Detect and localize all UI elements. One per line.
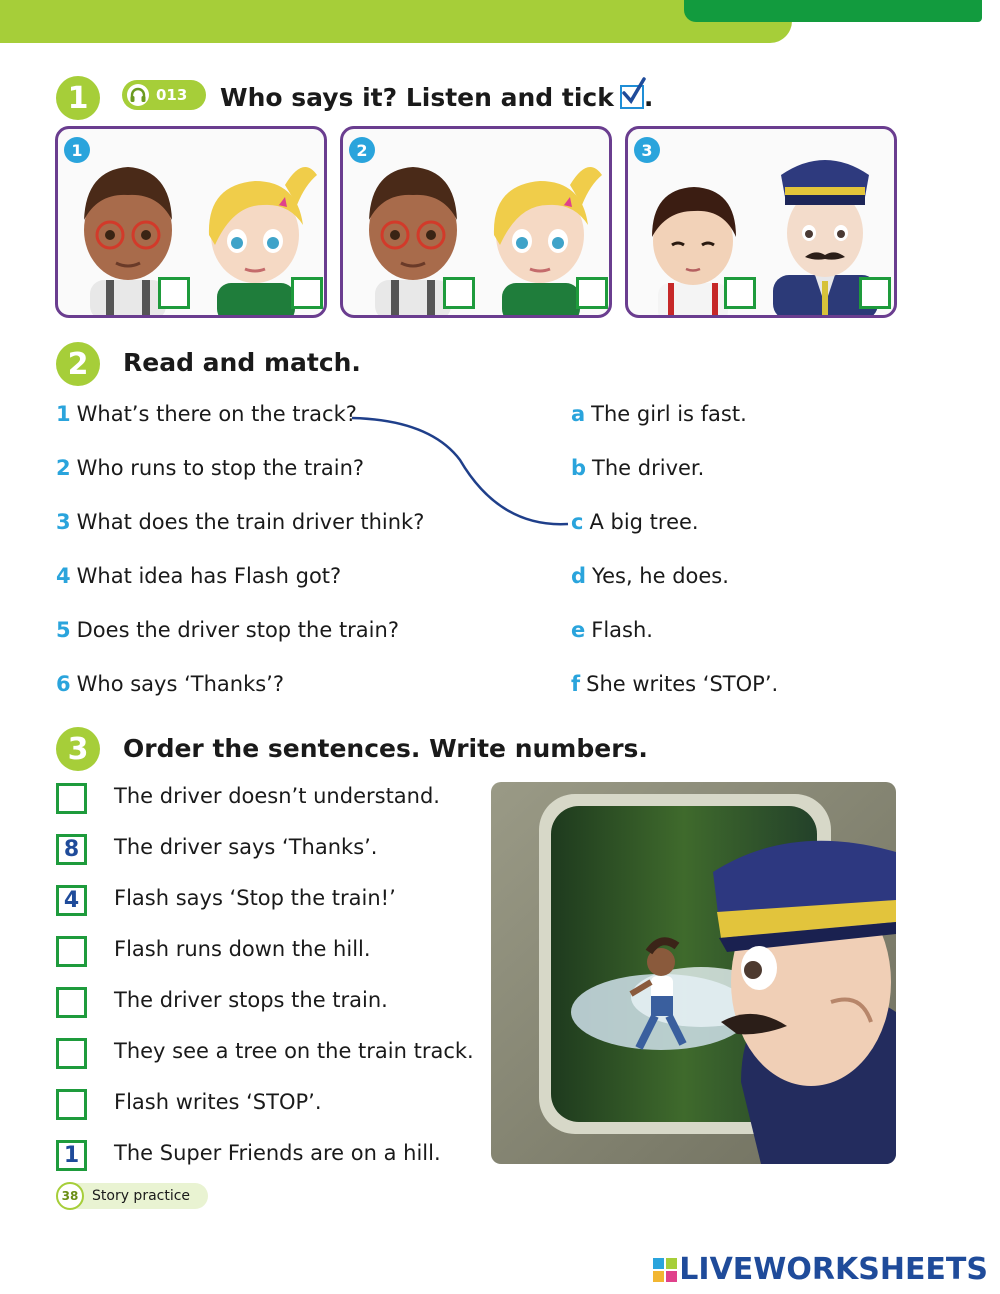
question-text: What’s there on the track? [76,402,357,426]
section-label: Story practice [92,1188,191,1204]
exercise-2-title: Read and match. [123,348,361,377]
answer-text: The driver. [592,456,705,480]
tick-box-icon [620,85,644,109]
answer-text: Flash. [591,618,653,642]
picture-number: 2 [349,137,375,163]
story-illustration [491,782,896,1164]
question-row[interactable] [56,402,357,426]
answer-letter: b [571,456,587,480]
answer-letter: a [571,402,586,426]
question-row[interactable] [56,456,364,480]
answer-row[interactable] [571,564,729,588]
question-row[interactable] [56,618,399,642]
tick-checkbox[interactable] [158,277,190,309]
question-text: Does the driver stop the train? [76,618,399,642]
brand-name: LIVEWORKSHEETS [679,1252,988,1287]
question-text: Who runs to stop the train? [76,456,365,480]
answer-text: A big tree. [589,510,699,534]
question-text: What does the train driver think? [76,510,425,534]
order-sentence: Flash says ‘Stop the train!’ [114,886,396,910]
answer-row[interactable] [571,510,699,534]
picture-2 [340,126,612,318]
audio-track-badge[interactable] [122,80,206,110]
answer-row[interactable] [571,618,653,642]
liveworksheets-brand[interactable] [653,1252,988,1287]
question-text: What idea has Flash got? [76,564,342,588]
answer-row[interactable] [571,456,704,480]
order-sentence: The Super Friends are on a hill. [114,1141,441,1165]
exercise-3-title: Order the sentences. Write numbers. [123,734,648,763]
picture-number: 1 [64,137,90,163]
audio-track-number: 013 [156,86,188,104]
order-number-box[interactable]: 1 [56,1140,87,1171]
answer-text: The girl is fast. [591,402,747,426]
tick-checkbox[interactable] [724,277,756,309]
order-number-box[interactable]: 8 [56,834,87,865]
question-number: 3 [56,510,71,534]
answer-row[interactable] [571,402,747,426]
picture-number: 3 [634,137,660,163]
tick-checkbox[interactable] [291,277,323,309]
answer-text: She writes ‘STOP’. [586,672,779,696]
page-number: 38 [56,1182,84,1210]
tick-checkbox[interactable] [443,277,475,309]
order-number-box[interactable] [56,1038,87,1069]
question-number: 4 [56,564,71,588]
liveworksheets-logo-icon [653,1258,677,1282]
question-number: 6 [56,672,71,696]
order-number-box[interactable] [56,936,87,967]
question-row[interactable] [56,672,284,696]
exercise-3-number: 3 [56,727,100,771]
order-sentence: They see a tree on the train track. [114,1039,474,1063]
question-number: 1 [56,402,71,426]
exercise-1-number: 1 [56,76,100,120]
answer-letter: f [571,672,581,696]
header-accent [684,0,982,22]
exercise-2-number: 2 [56,342,100,386]
order-sentence: The driver says ‘Thanks’. [114,835,378,859]
question-number: 2 [56,456,71,480]
order-sentence: Flash runs down the hill. [114,937,371,961]
question-text: Who says ‘Thanks’? [76,672,284,696]
order-sentence: Flash writes ‘STOP’. [114,1090,322,1114]
picture-3 [625,126,897,318]
exercise-1-title [220,83,653,112]
order-number-box[interactable] [56,1089,87,1120]
exercise-1-title-text: Who says it? Listen and tick [220,83,614,112]
tick-checkbox[interactable] [576,277,608,309]
order-number-box[interactable] [56,783,87,814]
answer-text: Yes, he does. [592,564,729,588]
question-number: 5 [56,618,71,642]
question-row[interactable] [56,564,341,588]
order-number-box[interactable]: 4 [56,885,87,916]
header-band [0,0,792,43]
answer-letter: e [571,618,586,642]
headphones-icon [126,83,150,107]
order-number-box[interactable] [56,987,87,1018]
exercise-1-title-end: . [643,83,654,112]
answer-letter: c [571,510,584,534]
answer-row[interactable] [571,672,778,696]
order-sentence: The driver stops the train. [114,988,388,1012]
page-badge [56,1183,208,1209]
picture-1 [55,126,327,318]
answer-letter: d [571,564,587,588]
tick-checkbox[interactable] [859,277,891,309]
order-sentence: The driver doesn’t understand. [114,784,440,808]
match-line [350,410,572,534]
